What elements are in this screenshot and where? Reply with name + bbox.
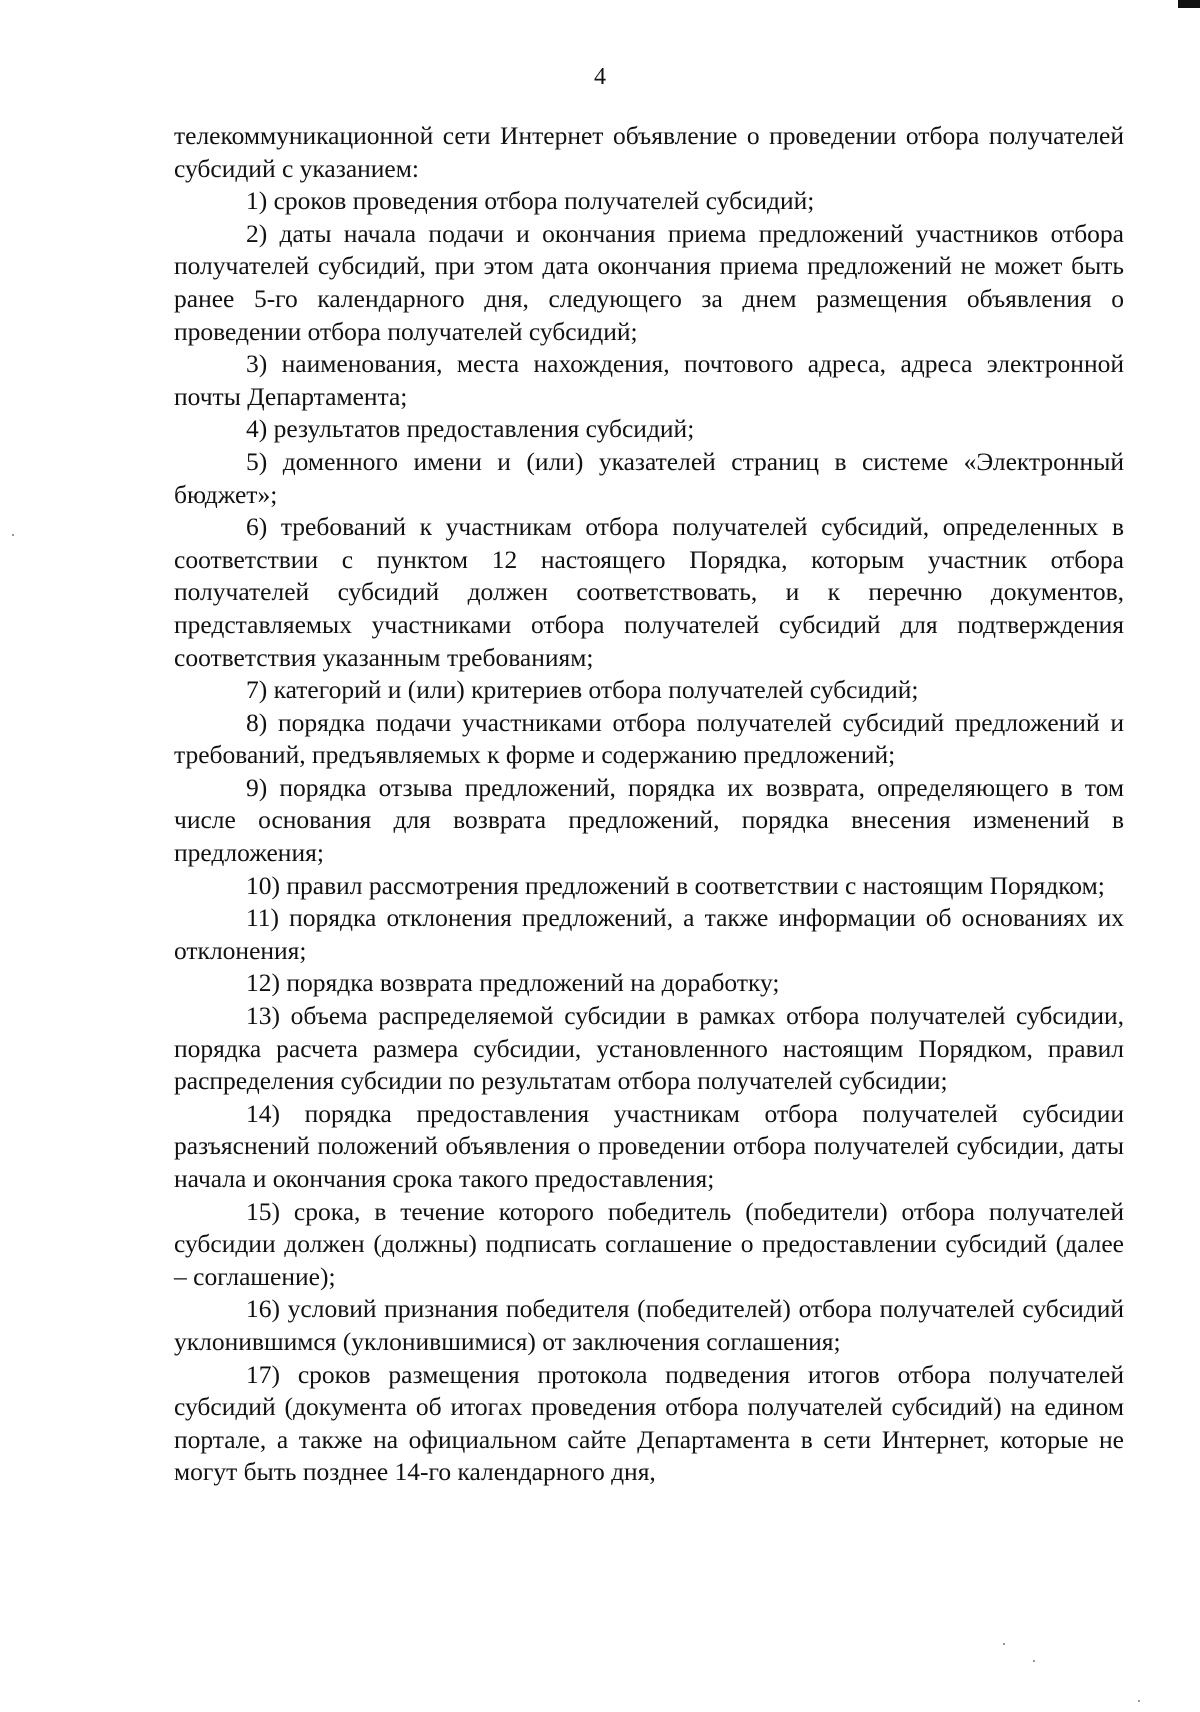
list-item-2: 2) даты начала подачи и окончания приема предложений участников отбора получателей субсидий, при этом дата окончания приема предложений не может быть ранее 5-го календарного дня, следующего за днем размещения объявления о проведении отбора получателей субсидий; (174, 218, 1124, 346)
list-item-6: 6) требований к участникам отбора получателей субсидий, определенных в соответствии с пунктом 12 настоящего Порядка, которым участник отбора получателей субсидий должен соответствовать, и к перечню документов, представляемых участниками отбора получателей субсидий для подтверждения соответствия указанным требованиям; (174, 512, 1124, 672)
list-item-12: 12) порядка возврата предложений на доработку; (246, 968, 780, 998)
scan-corner-mark (1178, 0, 1200, 8)
scan-speck (1003, 1643, 1005, 1645)
scan-speck (1033, 1660, 1035, 1662)
list-item-7: 7) категорий и (или) критериев отбора получателей субсидий; (246, 675, 919, 705)
list-item-15: 15) срока, в течение которого победитель (победители) отбора получателей субсидии должен (должны) подписать соглашение о предоставлении субсидий (далее – соглашение); (174, 1196, 1124, 1291)
scan-speck (12, 534, 14, 536)
list-item-11: 11) порядка отклонения предложений, а также информации об основаниях их отклонения; (174, 903, 1124, 965)
list-item-9: 9) порядка отзыва предложений, порядка их возврата, определяющего в том числе основания для возврата предложений, порядка внесения изменений в предложения; (174, 772, 1124, 868)
scan-speck (1138, 1700, 1140, 1702)
list-item-8: 8) порядка подачи участниками отбора получателей субсидий предложений и требований, предъявляемых к форме и содержанию предложений; (174, 707, 1124, 770)
list-item-13: 13) объема распределяемой субсидии в рамках отбора получателей субсидии, порядка расчета размера субсидии, установленного настоящим Порядком, правил распределения субсидии по результатам отбора получателей субсидии; (174, 1001, 1124, 1096)
list-item-1: 1) сроков проведения отбора получателей субсидий; (246, 186, 815, 216)
intro-paragraph: телекоммуникационной сети Интернет объявление о проведении отбора получателей субсидий с указанием: (174, 121, 1124, 183)
list-item-16: 16) условий признания победителя (победителей) отбора получателей субсидий уклонившимся (уклонившимися) от заключения соглашения; (174, 1294, 1124, 1356)
list-item-5: 5) доменного имени и (или) указателей страниц в системе «Электронный бюджет»; (174, 446, 1124, 509)
page-number: 4 (594, 64, 606, 90)
list-item-4: 4) результатов предоставления субсидий; (246, 414, 695, 444)
list-item-17: 17) сроков размещения протокола подведения итогов отбора получателей субсидий (документа об итогах проведения отбора получателей субсидий) на едином портале, а также на официальном сайте Департамента в сети Интернет, которые не могут быть позднее 14-го календарного дня, (174, 1359, 1124, 1487)
list-item-14: 14) порядка предоставления участникам отбора получателей субсидии разъяснений положений объявления о проведении отбора получателей субсидии, даты начала и окончания срока такого предоставления; (174, 1098, 1124, 1193)
document-body (174, 120, 1124, 1489)
list-item-10: 10) правил рассмотрения предложений в соответствии с настоящим Порядком; (246, 870, 1105, 900)
list-item-3: 3) наименования, места нахождения, почтового адреса, адреса электронной почты Департамента; (174, 349, 1124, 411)
